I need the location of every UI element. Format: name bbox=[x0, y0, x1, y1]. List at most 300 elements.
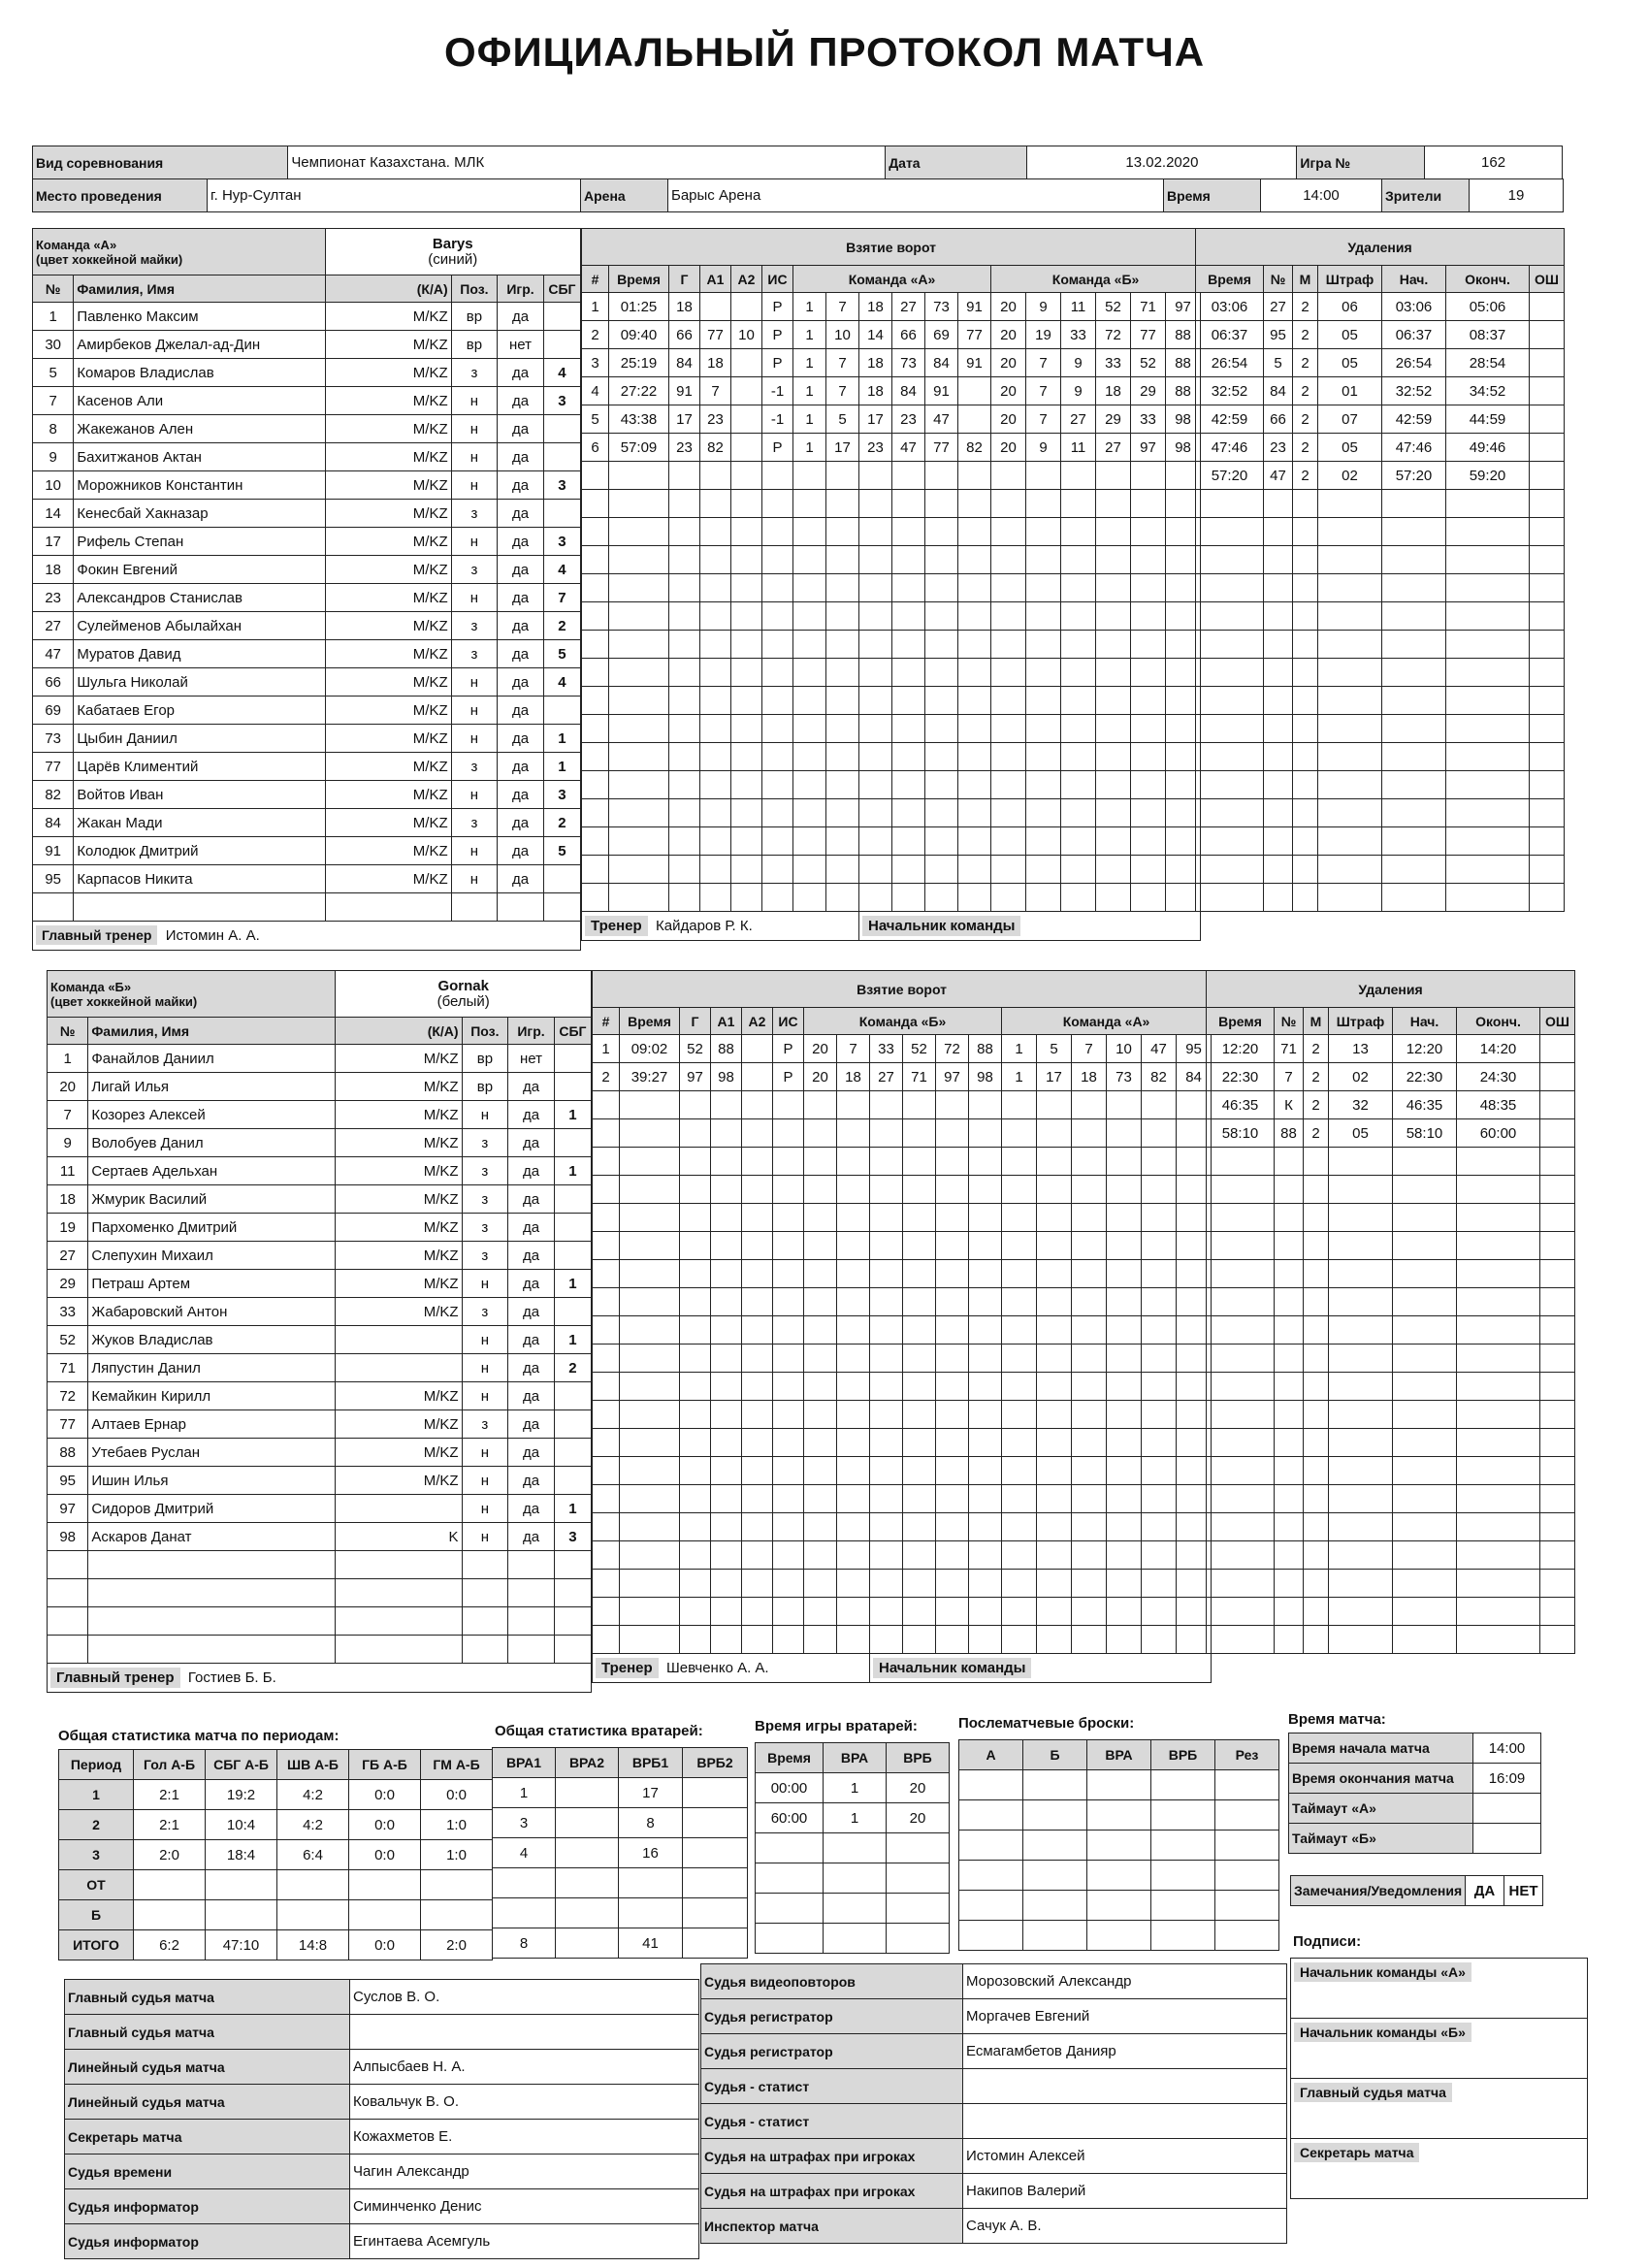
pen-player bbox=[1275, 1316, 1304, 1345]
player-name bbox=[88, 1607, 336, 1636]
shootout-row bbox=[959, 1770, 1279, 1800]
pen-code bbox=[1329, 1176, 1393, 1204]
on-ice-player bbox=[1072, 1148, 1107, 1176]
player-pos bbox=[462, 1607, 508, 1636]
player-name: Жакежанов Ален bbox=[74, 415, 325, 443]
on-ice-player: 47 bbox=[1142, 1035, 1177, 1063]
pen-start bbox=[1382, 771, 1446, 799]
goal-time bbox=[620, 1401, 680, 1429]
pen-start bbox=[1393, 1204, 1457, 1232]
period-cell: 0:0 bbox=[349, 1930, 421, 1960]
player-name: Жмурик Василий bbox=[88, 1185, 336, 1214]
col-name: Фамилия, Имя bbox=[88, 1018, 336, 1045]
pen-code bbox=[1329, 1316, 1393, 1345]
on-ice-player bbox=[969, 1148, 1002, 1176]
player-sbg bbox=[543, 500, 580, 528]
goal-assist-1 bbox=[700, 490, 731, 518]
player-pos: н bbox=[462, 1382, 508, 1410]
pen-player bbox=[1275, 1148, 1304, 1176]
goal-number bbox=[593, 1148, 620, 1176]
on-ice-player bbox=[892, 462, 925, 490]
goal-scorer bbox=[669, 799, 700, 827]
p-col: Оконч. bbox=[1446, 266, 1530, 293]
on-ice-player bbox=[870, 1429, 903, 1457]
on-ice-player bbox=[837, 1570, 870, 1598]
gk-stats-table bbox=[492, 1747, 748, 1959]
gk-row bbox=[493, 1838, 748, 1868]
pen-time bbox=[1207, 1570, 1275, 1598]
on-ice-player bbox=[1142, 1148, 1177, 1176]
goal-situation bbox=[762, 574, 793, 602]
player-ka: M/KZ bbox=[336, 1185, 462, 1214]
on-ice-player: 91 bbox=[958, 349, 991, 377]
on-ice-player bbox=[804, 1401, 837, 1429]
official-name: Чагин Александр bbox=[350, 2155, 699, 2189]
on-ice-player bbox=[969, 1429, 1002, 1457]
gk-row bbox=[493, 1898, 748, 1928]
on-ice-player bbox=[804, 1091, 837, 1119]
goal-number bbox=[582, 602, 609, 631]
pen-osh bbox=[1530, 659, 1565, 687]
shootout-cell bbox=[1215, 1861, 1279, 1891]
on-ice-player bbox=[1072, 1429, 1107, 1457]
goal-time bbox=[620, 1457, 680, 1485]
goal-number: 5 bbox=[582, 405, 609, 434]
period-cell: 3 bbox=[59, 1840, 134, 1870]
on-ice-player bbox=[969, 1485, 1002, 1513]
on-ice-player: 33 bbox=[1096, 349, 1131, 377]
on-ice-player: 71 bbox=[903, 1063, 936, 1091]
player-name: Пархоменко Дмитрий bbox=[88, 1214, 336, 1242]
on-ice-player bbox=[859, 659, 892, 687]
shootout-row bbox=[959, 1891, 1279, 1921]
player-pos: н bbox=[451, 865, 498, 893]
on-ice-player bbox=[837, 1316, 870, 1345]
pen-player bbox=[1264, 659, 1293, 687]
on-ice-player bbox=[991, 687, 1026, 715]
pen-player: 7 bbox=[1275, 1063, 1304, 1091]
on-ice-player: 73 bbox=[1107, 1063, 1142, 1091]
pen-start bbox=[1393, 1485, 1457, 1513]
pen-code bbox=[1329, 1513, 1393, 1541]
penalty-row bbox=[1196, 462, 1565, 490]
player-played: да bbox=[498, 443, 544, 471]
player-played: да bbox=[498, 865, 544, 893]
player-name: Петраш Артем bbox=[88, 1270, 336, 1298]
player-pos: н bbox=[462, 1439, 508, 1467]
pen-end bbox=[1457, 1260, 1540, 1288]
period-stats-table bbox=[58, 1749, 493, 1960]
pen-osh bbox=[1530, 827, 1565, 856]
pen-time: 26:54 bbox=[1196, 349, 1264, 377]
player-played: да bbox=[498, 528, 544, 556]
goal-situation bbox=[762, 462, 793, 490]
player-played: да bbox=[498, 471, 544, 500]
on-ice-player bbox=[1072, 1570, 1107, 1598]
on-ice-player bbox=[1002, 1204, 1037, 1232]
goal-situation bbox=[762, 715, 793, 743]
goal-row bbox=[593, 1457, 1212, 1485]
on-ice-player bbox=[793, 546, 826, 574]
player-pos: н bbox=[451, 837, 498, 865]
player-ka: M/KZ bbox=[325, 443, 451, 471]
team-a-goals-section bbox=[581, 228, 1201, 941]
player-row bbox=[33, 865, 581, 893]
on-ice-player bbox=[1131, 574, 1166, 602]
pen-time bbox=[1196, 602, 1264, 631]
game-value: 162 bbox=[1425, 146, 1563, 179]
pen-osh bbox=[1540, 1091, 1575, 1119]
on-ice-player bbox=[837, 1457, 870, 1485]
on-ice-player bbox=[859, 799, 892, 827]
period-header: Период bbox=[59, 1750, 134, 1780]
on-ice-player bbox=[958, 884, 991, 912]
on-ice-player bbox=[892, 518, 925, 546]
gk-cell: 17 bbox=[619, 1778, 683, 1808]
pen-minutes bbox=[1293, 884, 1318, 912]
col-num: № bbox=[33, 275, 74, 303]
pen-minutes bbox=[1304, 1541, 1329, 1570]
goal-situation bbox=[762, 518, 793, 546]
goal-scorer bbox=[669, 856, 700, 884]
on-ice-player bbox=[1037, 1232, 1072, 1260]
player-ka bbox=[325, 893, 451, 922]
pen-player bbox=[1264, 827, 1293, 856]
on-ice-player: 84 bbox=[892, 377, 925, 405]
player-played: да bbox=[508, 1439, 555, 1467]
player-ka: M/KZ bbox=[336, 1467, 462, 1495]
on-ice-player bbox=[903, 1626, 936, 1654]
shootout-row bbox=[959, 1861, 1279, 1891]
pen-minutes: 2 bbox=[1304, 1035, 1329, 1063]
on-ice-player bbox=[837, 1288, 870, 1316]
player-played: да bbox=[498, 556, 544, 584]
goal-row bbox=[582, 574, 1201, 602]
on-ice-player: 7 bbox=[1026, 349, 1061, 377]
pen-end bbox=[1457, 1204, 1540, 1232]
on-ice-player: 73 bbox=[892, 349, 925, 377]
player-played: да bbox=[508, 1382, 555, 1410]
on-ice-player bbox=[991, 884, 1026, 912]
player-sbg bbox=[554, 1185, 591, 1214]
team-b-section bbox=[47, 970, 592, 1693]
player-row bbox=[33, 443, 581, 471]
pen-player bbox=[1264, 743, 1293, 771]
player-row bbox=[33, 612, 581, 640]
goal-number bbox=[582, 827, 609, 856]
player-number: 19 bbox=[48, 1214, 88, 1242]
on-ice-player bbox=[958, 771, 991, 799]
on-ice-player bbox=[804, 1288, 837, 1316]
pen-end bbox=[1457, 1232, 1540, 1260]
player-name bbox=[88, 1551, 336, 1579]
pen-code bbox=[1329, 1232, 1393, 1260]
player-name: Фокин Евгений bbox=[74, 556, 325, 584]
on-ice-player: 95 bbox=[1177, 1035, 1212, 1063]
on-ice-player bbox=[1142, 1232, 1177, 1260]
shootout-cell bbox=[959, 1861, 1023, 1891]
gk-cell bbox=[493, 1868, 556, 1898]
goal-time bbox=[620, 1176, 680, 1204]
pen-code bbox=[1318, 743, 1382, 771]
player-row bbox=[33, 415, 581, 443]
on-ice-player: 72 bbox=[936, 1035, 969, 1063]
goal-row bbox=[593, 1345, 1212, 1373]
on-ice-player bbox=[958, 405, 991, 434]
on-ice-player bbox=[1026, 884, 1061, 912]
time-value: 14:00 bbox=[1261, 179, 1382, 212]
goal-number bbox=[593, 1091, 620, 1119]
goal-assist-2 bbox=[731, 715, 762, 743]
on-ice-player bbox=[925, 771, 958, 799]
official-row bbox=[701, 2034, 1287, 2069]
on-ice-player: 33 bbox=[1131, 405, 1166, 434]
on-ice-player bbox=[1037, 1316, 1072, 1345]
penalty-row bbox=[1207, 1288, 1575, 1316]
player-name: Кенесбай Хакназар bbox=[74, 500, 325, 528]
shootout-cell bbox=[959, 1921, 1023, 1951]
signature-cell bbox=[1291, 1959, 1588, 2019]
timeout-b-value bbox=[1473, 1824, 1541, 1854]
on-ice-player bbox=[925, 715, 958, 743]
pen-minutes: 2 bbox=[1293, 434, 1318, 462]
pen-time bbox=[1207, 1598, 1275, 1626]
pen-player bbox=[1275, 1570, 1304, 1598]
official-role: Судья информатор bbox=[65, 2189, 350, 2224]
pen-osh bbox=[1530, 546, 1565, 574]
date-label: Дата bbox=[886, 146, 1027, 179]
player-sbg: 1 bbox=[543, 753, 580, 781]
gktime-cell bbox=[756, 1863, 824, 1894]
player-name: Аскаров Данат bbox=[88, 1523, 336, 1551]
goal-scorer bbox=[669, 687, 700, 715]
goal-assist-2 bbox=[742, 1176, 773, 1204]
goal-row bbox=[582, 687, 1201, 715]
goal-assist-2 bbox=[731, 490, 762, 518]
pen-end: 48:35 bbox=[1457, 1091, 1540, 1119]
goal-scorer bbox=[680, 1429, 711, 1457]
player-number: 72 bbox=[48, 1382, 88, 1410]
on-ice-player bbox=[837, 1373, 870, 1401]
player-number: 20 bbox=[48, 1073, 88, 1101]
on-ice-player bbox=[1072, 1316, 1107, 1345]
player-ka: M/KZ bbox=[336, 1242, 462, 1270]
player-sbg: 3 bbox=[543, 387, 580, 415]
player-number: 7 bbox=[48, 1101, 88, 1129]
player-row bbox=[33, 640, 581, 668]
gktime-row bbox=[756, 1924, 950, 1954]
goal-situation bbox=[762, 884, 793, 912]
player-number: 18 bbox=[48, 1185, 88, 1214]
pen-minutes: 2 bbox=[1293, 321, 1318, 349]
gk-cell bbox=[683, 1898, 748, 1928]
gk-cell bbox=[683, 1778, 748, 1808]
place-value: г. Нур-Султан bbox=[208, 179, 581, 212]
on-ice-player: 18 bbox=[1072, 1063, 1107, 1091]
pen-player bbox=[1264, 715, 1293, 743]
player-row bbox=[48, 1439, 592, 1467]
gk-stats-title: Общая статистика вратарей: bbox=[495, 1723, 703, 1739]
period-cell: 6:4 bbox=[277, 1840, 349, 1870]
on-ice-player bbox=[870, 1373, 903, 1401]
player-number bbox=[48, 1551, 88, 1579]
on-ice-player: 88 bbox=[1166, 377, 1201, 405]
pen-minutes bbox=[1293, 856, 1318, 884]
pen-time bbox=[1196, 743, 1264, 771]
goal-assist-2 bbox=[731, 659, 762, 687]
period-cell: 10:4 bbox=[206, 1810, 277, 1840]
on-ice-player: 71 bbox=[1131, 293, 1166, 321]
pen-player bbox=[1264, 799, 1293, 827]
end-label: Время окончания матча bbox=[1289, 1764, 1473, 1794]
goal-row bbox=[582, 293, 1201, 321]
on-ice-player bbox=[903, 1541, 936, 1570]
on-ice-player bbox=[1142, 1091, 1177, 1119]
player-pos: з bbox=[462, 1214, 508, 1242]
goal-assist-1 bbox=[711, 1401, 742, 1429]
pen-time bbox=[1207, 1204, 1275, 1232]
on-ice-player: 73 bbox=[925, 293, 958, 321]
on-ice-player bbox=[1061, 715, 1096, 743]
goal-number bbox=[593, 1232, 620, 1260]
g-col: Время bbox=[609, 266, 669, 293]
goal-number bbox=[593, 1401, 620, 1429]
shootout-cell bbox=[959, 1891, 1023, 1921]
goal-assist-2 bbox=[742, 1373, 773, 1401]
gktime-row bbox=[756, 1894, 950, 1924]
goal-row bbox=[582, 827, 1201, 856]
on-ice-player bbox=[870, 1485, 903, 1513]
penalty-row bbox=[1196, 405, 1565, 434]
player-ka bbox=[336, 1495, 462, 1523]
pen-osh bbox=[1540, 1316, 1575, 1345]
goal-scorer bbox=[669, 490, 700, 518]
pen-player: 47 bbox=[1264, 462, 1293, 490]
player-sbg bbox=[554, 1410, 591, 1439]
pen-start bbox=[1393, 1345, 1457, 1373]
on-ice-player: 17 bbox=[826, 434, 859, 462]
pen-start bbox=[1393, 1373, 1457, 1401]
on-ice-player bbox=[870, 1345, 903, 1373]
player-name: Кемайкин Кирилл bbox=[88, 1382, 336, 1410]
goal-assist-2: 10 bbox=[731, 321, 762, 349]
goal-time bbox=[620, 1119, 680, 1148]
player-sbg: 2 bbox=[543, 809, 580, 837]
player-played: да bbox=[498, 781, 544, 809]
player-name: Карпасов Никита bbox=[74, 865, 325, 893]
goal-assist-1 bbox=[711, 1626, 742, 1654]
goal-situation bbox=[773, 1345, 804, 1373]
pen-end bbox=[1457, 1513, 1540, 1541]
official-role: Главный судья матча bbox=[65, 2015, 350, 2050]
on-ice-player bbox=[936, 1148, 969, 1176]
on-ice-player: 82 bbox=[1142, 1063, 1177, 1091]
team-b-coach-label: Тренер bbox=[596, 1658, 659, 1678]
goal-assist-2 bbox=[742, 1541, 773, 1570]
goal-number bbox=[593, 1119, 620, 1148]
player-played: да bbox=[498, 809, 544, 837]
pen-player bbox=[1264, 546, 1293, 574]
on-ice-player bbox=[925, 546, 958, 574]
on-ice-player bbox=[1026, 771, 1061, 799]
player-name: Жакан Мади bbox=[74, 809, 325, 837]
team-a-label: Команда «А» bbox=[36, 237, 117, 252]
goal-assist-1: 18 bbox=[700, 349, 731, 377]
on-ice-player bbox=[1026, 518, 1061, 546]
pen-start bbox=[1393, 1401, 1457, 1429]
pen-code bbox=[1318, 771, 1382, 799]
on-ice-player: 98 bbox=[1166, 434, 1201, 462]
pen-start bbox=[1382, 884, 1446, 912]
goal-assist-1 bbox=[700, 743, 731, 771]
goal-number bbox=[582, 799, 609, 827]
goal-time: 09:40 bbox=[609, 321, 669, 349]
period-cell bbox=[349, 1870, 421, 1900]
official-row bbox=[701, 2174, 1287, 2209]
goal-situation bbox=[773, 1401, 804, 1429]
pen-start: 06:37 bbox=[1382, 321, 1446, 349]
player-pos bbox=[451, 893, 498, 922]
official-name: Егинтаева Асемгуль bbox=[350, 2224, 699, 2259]
on-ice-player bbox=[969, 1176, 1002, 1204]
pen-end bbox=[1457, 1541, 1540, 1570]
team-a-name: Barys bbox=[432, 235, 473, 252]
pen-osh bbox=[1530, 405, 1565, 434]
player-pos: н bbox=[451, 415, 498, 443]
player-row bbox=[33, 359, 581, 387]
on-ice-player bbox=[1002, 1513, 1037, 1541]
on-ice-player bbox=[793, 687, 826, 715]
pen-time bbox=[1207, 1626, 1275, 1654]
pen-code bbox=[1329, 1598, 1393, 1626]
goal-situation: -1 bbox=[762, 405, 793, 434]
on-ice-player: 7 bbox=[1026, 405, 1061, 434]
pen-osh bbox=[1530, 462, 1565, 490]
goal-assist-1 bbox=[711, 1429, 742, 1457]
on-ice-player bbox=[903, 1119, 936, 1148]
on-ice-player bbox=[991, 659, 1026, 687]
goal-assist-1 bbox=[700, 884, 731, 912]
gktime-cell bbox=[824, 1833, 887, 1863]
on-ice-player bbox=[1072, 1598, 1107, 1626]
gk-cell bbox=[683, 1808, 748, 1838]
team-a-penalties-section bbox=[1195, 228, 1565, 912]
team-a-chief-label: Начальник команды bbox=[862, 916, 1020, 936]
player-sbg: 1 bbox=[543, 725, 580, 753]
pen-time: 57:20 bbox=[1196, 462, 1264, 490]
pen-end bbox=[1457, 1485, 1540, 1513]
on-ice-player: 1 bbox=[793, 349, 826, 377]
on-ice-player bbox=[925, 743, 958, 771]
player-row bbox=[48, 1354, 592, 1382]
on-ice-player bbox=[1072, 1373, 1107, 1401]
penalty-row bbox=[1207, 1345, 1575, 1373]
pen-osh bbox=[1530, 715, 1565, 743]
on-ice-player bbox=[1002, 1626, 1037, 1654]
on-ice-player bbox=[826, 827, 859, 856]
goal-row bbox=[582, 602, 1201, 631]
goal-time bbox=[620, 1626, 680, 1654]
goal-row bbox=[593, 1232, 1212, 1260]
pen-time: 12:20 bbox=[1207, 1035, 1275, 1063]
goal-scorer bbox=[680, 1119, 711, 1148]
on-ice-player bbox=[1131, 715, 1166, 743]
player-ka: M/KZ bbox=[325, 753, 451, 781]
on-ice-player bbox=[903, 1288, 936, 1316]
on-ice-player bbox=[991, 856, 1026, 884]
pen-time bbox=[1207, 1457, 1275, 1485]
on-ice-player bbox=[1142, 1626, 1177, 1654]
